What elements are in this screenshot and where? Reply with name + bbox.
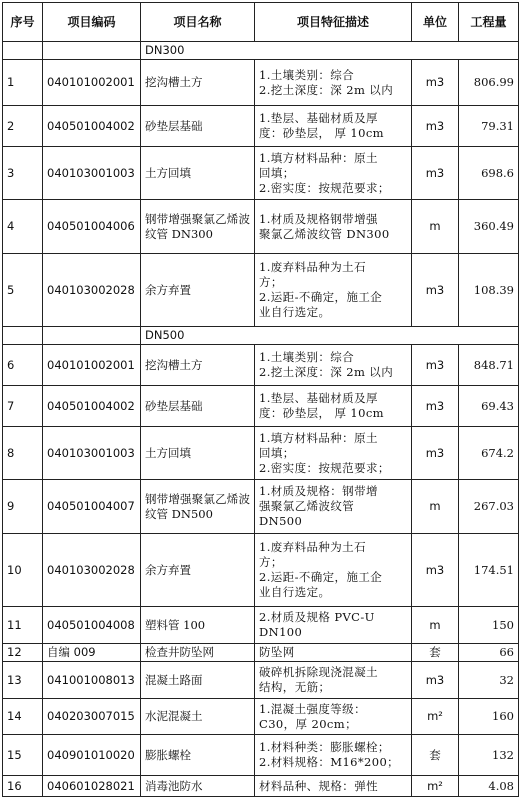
cell-seq: 4	[3, 200, 43, 254]
cell-unit: m3	[412, 534, 459, 607]
cell-qty: 674.2	[459, 427, 519, 480]
cell-unit: m	[412, 607, 459, 644]
cell-name: 砂垫层基础	[141, 386, 255, 427]
desc-line: 1.材质及规格：钢带增	[259, 484, 378, 498]
cell-name: 塑料管 100	[141, 607, 255, 644]
section-label: DN300	[141, 42, 519, 60]
desc-line: 聚氯乙烯波纹管 DN300	[259, 226, 390, 241]
section-empty-cell	[43, 327, 141, 345]
desc-line: 1.废弃料品种为土石	[259, 540, 366, 554]
cell-desc	[255, 147, 412, 200]
desc-line: 结构，无筋；	[259, 680, 331, 694]
section-empty-cell	[43, 42, 141, 60]
cell-name: 消毒池防水	[141, 776, 255, 797]
cell-unit: m3	[412, 106, 459, 147]
cell-seq: 6	[3, 345, 43, 386]
cell-seq: 2	[3, 106, 43, 147]
cell-name: 检查井防坠网	[141, 644, 255, 662]
table-row	[3, 480, 519, 534]
table-row	[3, 386, 519, 427]
section-empty-cell	[3, 42, 43, 60]
cell-name: 挖沟槽土方	[141, 60, 255, 106]
cell-seq: 15	[3, 735, 43, 776]
cell-qty: 360.49	[459, 200, 519, 254]
cell-qty: 698.6	[459, 147, 519, 200]
cell-unit: m3	[412, 427, 459, 480]
cell-seq: 3	[3, 147, 43, 200]
desc-line: 1.填方材料品种：原土	[259, 430, 378, 445]
cell-unit: m	[412, 200, 459, 254]
desc-line: 1.垫层、基础材质及厚	[259, 391, 378, 405]
bill-of-quantities-table	[2, 2, 519, 797]
table-row	[3, 147, 519, 200]
desc-line: 回填；	[259, 165, 295, 180]
cell-name: 余方弃置	[141, 254, 255, 327]
table-row	[3, 60, 519, 106]
table-row	[3, 200, 519, 254]
section-row	[3, 42, 519, 60]
cell-unit: 套	[412, 644, 459, 662]
cell-name: 水泥混凝土	[141, 699, 255, 735]
header-desc: 项目特征描述	[255, 3, 412, 42]
cell-name: 土方回填	[141, 427, 255, 480]
cell-seq: 12	[3, 644, 43, 662]
cell-name: 土方回填	[141, 147, 255, 200]
desc-line: 1.混凝土强度等级：	[259, 701, 366, 716]
cell-qty: 848.71	[459, 345, 519, 386]
cell-desc	[255, 254, 412, 327]
cell-code: 自编 009	[43, 644, 141, 662]
cell-unit: 套	[412, 735, 459, 776]
cell-code: 040601028021	[43, 776, 141, 797]
desc-line: 1.填方材料品种：原土	[259, 150, 378, 165]
desc-line: 1.材质及规格钢带增强	[259, 211, 378, 226]
cell-unit: m3	[412, 147, 459, 200]
desc-line: 1.废弃料品种为土石	[259, 260, 366, 274]
cell-code: 040501004007	[43, 480, 141, 534]
cell-name: 砂垫层基础	[141, 106, 255, 147]
cell-name: 钢带增强聚氯乙烯波纹管 DN500	[141, 480, 255, 534]
cell-desc	[255, 386, 412, 427]
cell-seq: 7	[3, 386, 43, 427]
cell-unit: m3	[412, 662, 459, 699]
cell-qty: 66	[459, 644, 519, 662]
table-row	[3, 776, 519, 797]
table-row	[3, 662, 519, 699]
cell-desc	[255, 345, 412, 386]
cell-code: 040501004008	[43, 607, 141, 644]
cell-code: 040901010020	[43, 735, 141, 776]
desc-line: 材料品种、规格：弹性	[259, 778, 378, 793]
table-row	[3, 106, 519, 147]
cell-seq: 11	[3, 607, 43, 644]
cell-unit: m3	[412, 345, 459, 386]
desc-line: 防坠网	[259, 645, 295, 659]
cell-desc	[255, 662, 412, 699]
desc-line: 2.挖土深度：深 2m 以内	[259, 82, 394, 97]
desc-line: DN500	[259, 514, 303, 528]
cell-code: 040501004006	[43, 200, 141, 254]
cell-seq: 16	[3, 776, 43, 797]
desc-line: 度：砂垫层， 厚 10cm	[259, 406, 384, 420]
desc-line: 2.材质及规格 PVC-U	[259, 610, 375, 624]
table-row	[3, 699, 519, 735]
cell-code: 040101002001	[43, 345, 141, 386]
cell-desc	[255, 106, 412, 147]
cell-code: 040103001003	[43, 427, 141, 480]
cell-qty: 160	[459, 699, 519, 735]
desc-line: 1.土壤类别：综合	[259, 350, 355, 364]
cell-desc	[255, 607, 412, 644]
cell-code: 040101002001	[43, 60, 141, 106]
desc-line: 方；	[259, 275, 283, 289]
desc-line: 度：砂垫层， 厚 10cm	[259, 126, 384, 140]
desc-line: 2.密实度：按规范要求；	[259, 180, 390, 195]
header-name: 项目名称	[141, 3, 255, 42]
cell-unit: m²	[412, 699, 459, 735]
cell-desc	[255, 644, 412, 662]
cell-code: 040501004002	[43, 386, 141, 427]
cell-qty: 806.99	[459, 60, 519, 106]
cell-qty: 267.03	[459, 480, 519, 534]
cell-seq: 5	[3, 254, 43, 327]
section-label: DN500	[141, 327, 519, 345]
cell-qty: 174.51	[459, 534, 519, 607]
desc-line: DN100	[259, 625, 303, 639]
cell-code: 040501004002	[43, 106, 141, 147]
desc-line: 2.挖土深度：深 2m 以内	[259, 365, 394, 379]
cell-seq: 14	[3, 699, 43, 735]
cell-unit: m²	[412, 776, 459, 797]
cell-qty: 108.39	[459, 254, 519, 327]
cell-code: 040103001003	[43, 147, 141, 200]
cell-qty: 69.43	[459, 386, 519, 427]
cell-desc	[255, 534, 412, 607]
table-row	[3, 345, 519, 386]
cell-unit: m3	[412, 386, 459, 427]
cell-qty: 4.08	[459, 776, 519, 797]
table-row	[3, 644, 519, 662]
desc-line: 业自行选定。	[259, 585, 331, 599]
table-row	[3, 735, 519, 776]
desc-line: 方；	[259, 555, 283, 569]
header-qty: 工程量	[459, 3, 519, 42]
header-unit: 单位	[412, 3, 459, 42]
header-seq: 序号	[3, 3, 43, 42]
desc-line: 2.运距-不确定，施工企	[259, 290, 383, 304]
desc-line: 1.垫层、基础材质及厚	[259, 111, 378, 125]
header-row	[3, 3, 519, 42]
cell-code: 040103002028	[43, 534, 141, 607]
cell-seq: 10	[3, 534, 43, 607]
cell-seq: 13	[3, 662, 43, 699]
table-row	[3, 427, 519, 480]
cell-desc	[255, 735, 412, 776]
desc-line: 1.土壤类别：综合	[259, 67, 355, 82]
table-row	[3, 607, 519, 644]
table-row	[3, 254, 519, 327]
cell-unit: m3	[412, 60, 459, 106]
cell-seq: 1	[3, 60, 43, 106]
cell-name: 膨胀螺栓	[141, 735, 255, 776]
section-empty-cell	[3, 327, 43, 345]
cell-code: 041001008013	[43, 662, 141, 699]
section-row	[3, 327, 519, 345]
cell-code: 040103002028	[43, 254, 141, 327]
cell-desc	[255, 699, 412, 735]
cell-seq: 9	[3, 480, 43, 534]
desc-line: 2.密实度：按规范要求；	[259, 460, 390, 475]
cell-desc	[255, 200, 412, 254]
cell-name: 挖沟槽土方	[141, 345, 255, 386]
cell-unit: m	[412, 480, 459, 534]
desc-line: 破碎机拆除现浇混凝土	[259, 665, 378, 679]
cell-qty: 32	[459, 662, 519, 699]
cell-desc	[255, 776, 412, 797]
cell-code: 040203007015	[43, 699, 141, 735]
table-body	[3, 42, 519, 797]
desc-line: 1.材料种类：膨胀螺栓；	[259, 740, 390, 754]
cell-seq: 8	[3, 427, 43, 480]
table-row	[3, 534, 519, 607]
cell-qty: 150	[459, 607, 519, 644]
cell-unit: m3	[412, 254, 459, 327]
cell-name: 混凝土路面	[141, 662, 255, 699]
cell-qty: 132	[459, 735, 519, 776]
cell-name: 钢带增强聚氯乙烯波纹管 DN300	[141, 200, 255, 254]
desc-line: 业自行选定。	[259, 305, 331, 319]
desc-line: 2.运距-不确定，施工企	[259, 570, 383, 584]
desc-line: 2.材料规格：M16*200；	[259, 755, 400, 769]
cell-desc	[255, 60, 412, 106]
cell-desc	[255, 427, 412, 480]
desc-line: 强聚氯乙烯波纹管	[259, 499, 355, 513]
cell-name: 余方弃置	[141, 534, 255, 607]
desc-line: C30，厚 20cm；	[259, 716, 357, 731]
header-code: 项目编码	[43, 3, 141, 42]
cell-qty: 79.31	[459, 106, 519, 147]
desc-line: 回填；	[259, 445, 295, 460]
cell-desc	[255, 480, 412, 534]
